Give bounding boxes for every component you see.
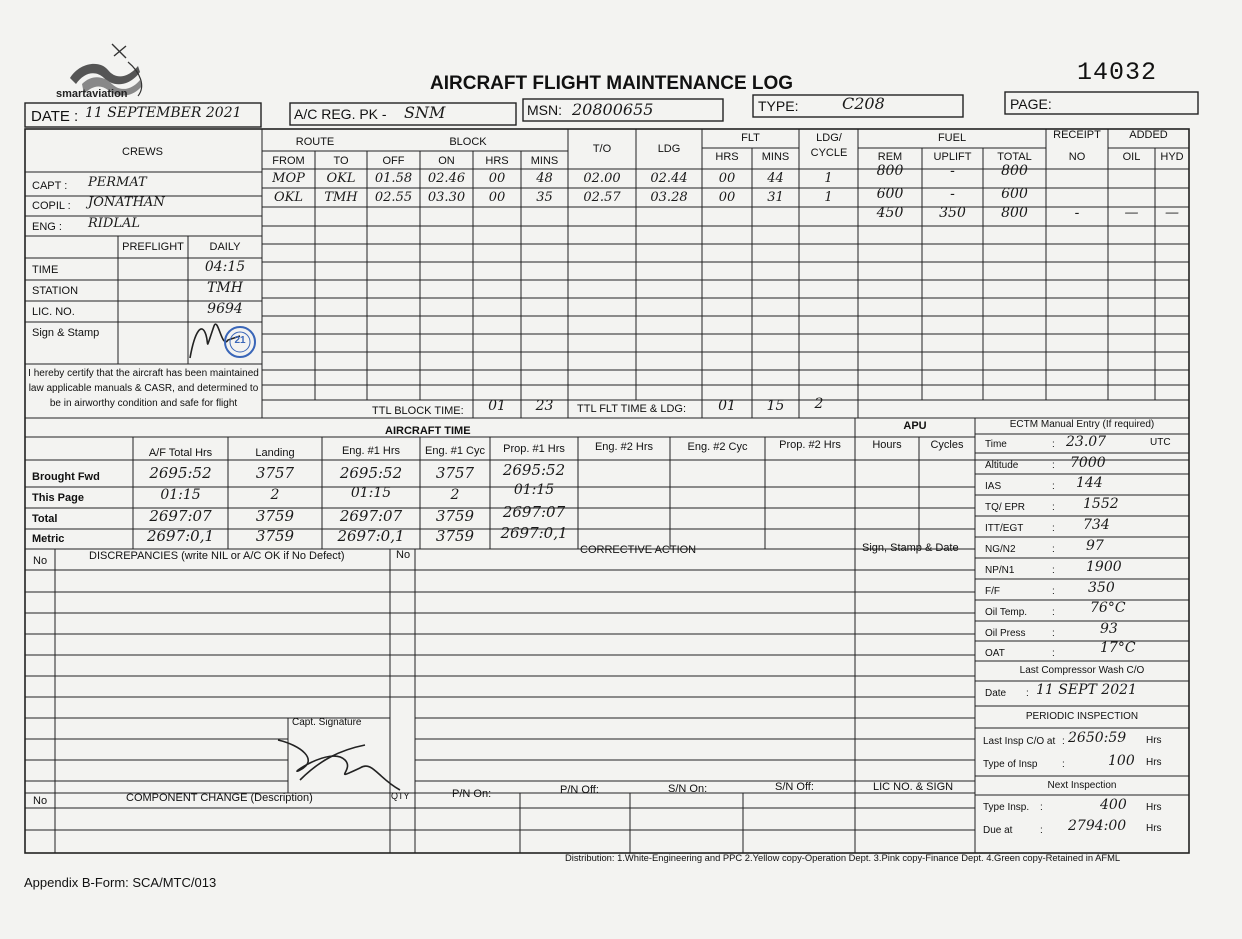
apu-hours-header: Hours (872, 439, 902, 451)
eng1-hrs-value[interactable]: 01:15 (350, 485, 392, 501)
block-mins-header: MINS (530, 155, 559, 167)
ttl-flt-hrs[interactable]: 01 (718, 398, 736, 414)
route-header: ROUTE (295, 136, 335, 148)
eng-label: ENG : (32, 221, 62, 233)
colon: : (1052, 460, 1055, 471)
pn-on-header: P/N On: (452, 788, 492, 800)
eng-name[interactable]: RIDLAL (88, 216, 140, 231)
ectm-label: TQ/ EPR (985, 502, 1026, 513)
flight-to[interactable]: TMH (324, 190, 358, 205)
component-change-header: COMPONENT CHANGE (Description) (126, 792, 313, 804)
daily-station[interactable]: TMH (207, 280, 243, 296)
to-header: TO (333, 155, 349, 167)
flight-flt-mins[interactable]: 44 (767, 171, 784, 186)
total-header: TOTAL (997, 151, 1032, 163)
flt-hrs-header: HRS (715, 151, 739, 163)
colon: : (1052, 648, 1055, 659)
colon: : (1040, 825, 1043, 836)
prop1-hrs-value[interactable]: 01:15 (513, 482, 555, 498)
ectm-value[interactable]: 1552 (1083, 496, 1119, 512)
prop2-hrs-header: Prop. #2 Hrs (779, 439, 841, 451)
added-oil[interactable]: — (1124, 205, 1139, 221)
pn-off-header: P/N Off: (560, 784, 599, 796)
receipt-no-header: NO (1068, 151, 1086, 163)
flight-on[interactable]: 02.46 (427, 171, 466, 186)
fuel-uplift[interactable]: - (950, 186, 955, 202)
af-total-value[interactable]: 01:15 (160, 487, 201, 503)
eng1-hrs-header: Eng. #1 Hrs (341, 445, 401, 457)
colon: : (1052, 502, 1055, 513)
last-insp-label: Last Insp C/O at (983, 736, 1056, 747)
flight-cycle[interactable]: 1 (824, 190, 833, 205)
wash-date[interactable]: 11 SEPT 2021 (1036, 682, 1137, 698)
ectm-label: Oil Press (985, 628, 1026, 639)
due-label: Due at (983, 825, 1013, 836)
flight-flt-hrs[interactable]: 00 (718, 190, 736, 205)
compressor-wash-title: Last Compressor Wash C/O (1019, 665, 1145, 676)
colon: : (1052, 439, 1055, 450)
page-label: PAGE: (1010, 96, 1052, 112)
flight-flt-mins[interactable]: 31 (767, 190, 784, 205)
station-label: STATION (32, 285, 79, 297)
brand-name: smartaviation (56, 88, 128, 100)
fuel-rem[interactable]: 450 (876, 205, 904, 221)
aircraft-time-title: AIRCRAFT TIME (385, 425, 471, 437)
row-label: Brought Fwd (32, 471, 100, 483)
due-value[interactable]: 2794:00 (1068, 818, 1127, 834)
ectm-title: ECTM Manual Entry (If required) (1009, 419, 1155, 430)
landing-value[interactable]: 3759 (255, 507, 295, 525)
qty-header: QTY (391, 791, 410, 801)
ectm-value[interactable]: 97 (1086, 538, 1104, 554)
oil-header: OIL (1122, 151, 1141, 163)
block-hrs-header: HRS (485, 155, 509, 167)
apu-cycles-header: Cycles (930, 439, 964, 451)
fuel-rem[interactable]: 600 (876, 186, 904, 202)
form-number: 14032 (1077, 58, 1158, 87)
ectm-label: Oil Temp. (985, 607, 1028, 618)
eng2-hrs-header: Eng. #2 Hrs (594, 441, 654, 453)
ldg-cycle-header: LDG/ CYCLE (810, 132, 848, 159)
flight-from[interactable]: OKL (273, 190, 303, 205)
colon: : (1062, 759, 1065, 770)
af-total-value[interactable]: 2697:07 (149, 507, 212, 525)
rem-header: REM (877, 151, 903, 163)
next-inspection-title: Next Inspection (1047, 780, 1117, 791)
date-label: DATE : (31, 108, 79, 125)
fuel-rem[interactable]: 800 (876, 163, 904, 179)
last-insp-hrs: Hrs (1146, 735, 1162, 746)
flight-landing[interactable]: 02.44 (650, 171, 688, 186)
ectm-value[interactable]: 734 (1083, 517, 1110, 533)
af-total-value[interactable]: 2697:0,1 (146, 527, 215, 545)
lic-sign-header: LIC NO. & SIGN (873, 781, 954, 793)
prop1-hrs-value[interactable]: 2697:07 (502, 503, 566, 521)
landing-value[interactable]: 3759 (255, 527, 295, 545)
appendix-label: Appendix B-Form: SCA/MTC/013 (24, 875, 217, 890)
receipt-header: RECEIPT (1053, 129, 1101, 141)
ectm-value[interactable]: 23.07 (1066, 434, 1107, 450)
af-total-value[interactable]: 2695:52 (149, 464, 212, 482)
flight-takeoff[interactable]: 02.57 (583, 190, 621, 205)
flt-header: FLT (741, 132, 760, 144)
eng1-cyc-value[interactable]: 3757 (435, 464, 475, 482)
flt-mins-header: MINS (761, 151, 790, 163)
copil-name[interactable]: JONATHAN (88, 195, 165, 210)
flight-block-hrs[interactable]: 00 (488, 190, 506, 205)
stamp-number: 21 (234, 335, 246, 346)
colon: : (1052, 481, 1055, 492)
type-insp-label: Type of Insp (983, 759, 1038, 770)
eng1-cyc-value[interactable]: 3759 (435, 527, 475, 545)
colon: : (1052, 523, 1055, 534)
fuel-header: FUEL (937, 132, 967, 144)
ectm-value[interactable]: 7000 (1070, 455, 1106, 471)
ectm-label: IAS (985, 481, 1002, 492)
ectm-label: F/F (985, 586, 1000, 597)
flight-to[interactable]: OKL (326, 171, 356, 186)
ectm-label: OAT (985, 648, 1005, 659)
flight-block-hrs[interactable]: 00 (488, 171, 506, 186)
ttl-ldg[interactable]: 2 (814, 396, 824, 412)
capt-label: CAPT : (32, 180, 68, 192)
landing-header: Landing (255, 447, 295, 459)
ectm-label: Time (985, 439, 1007, 450)
next-type-value[interactable]: 400 (1100, 797, 1127, 813)
flight-takeoff[interactable]: 02.00 (583, 171, 621, 186)
eng1-cyc-value[interactable]: 2 (450, 487, 460, 503)
off-header: OFF (382, 155, 405, 167)
ectm-value[interactable]: 1900 (1086, 559, 1122, 575)
added-hyd[interactable]: — (1165, 205, 1179, 221)
reg-label: A/C REG. PK - (294, 106, 387, 122)
eng1-cyc-value[interactable]: 3759 (435, 507, 475, 525)
eng1-hrs-value[interactable]: 2695:52 (339, 464, 403, 482)
ectm-value[interactable]: 76°C (1090, 600, 1126, 616)
on-header: ON (438, 155, 455, 167)
corr-no-header: No (396, 549, 411, 561)
landing-value[interactable]: 3757 (255, 464, 295, 482)
colon: : (1052, 565, 1055, 576)
daily-time[interactable]: 04:15 (204, 259, 246, 275)
type-value[interactable]: C208 (842, 94, 885, 113)
ectm-label: NP/N1 (985, 565, 1015, 576)
fuel-total[interactable]: 800 (1001, 163, 1028, 179)
wash-date-label: Date (985, 688, 1007, 699)
flight-cycle[interactable]: 1 (824, 171, 833, 186)
ectm-value[interactable]: 17°C (1100, 640, 1136, 656)
colon: : (1052, 607, 1055, 618)
ttl-block-label: TTL BLOCK TIME: (372, 405, 464, 417)
copil-label: COPIL : (32, 200, 71, 212)
prop1-hrs-value[interactable]: 2695:52 (502, 461, 566, 479)
flight-block-mins[interactable]: 48 (536, 171, 553, 186)
type-label: TYPE: (758, 98, 799, 114)
colon: : (1052, 586, 1055, 597)
eng1-hrs-value[interactable]: 2697:07 (339, 507, 403, 525)
added-header: ADDED (1129, 129, 1168, 141)
daily-header: DAILY (209, 241, 241, 253)
capt-name[interactable]: PERMAT (88, 175, 147, 190)
type-insp-hrs: Hrs (1146, 757, 1162, 768)
due-hrs: Hrs (1146, 823, 1162, 834)
ectm-label: Altitude (985, 460, 1019, 471)
flight-block-mins[interactable]: 35 (536, 190, 553, 205)
takeoff-header: T/O (592, 143, 612, 155)
ectm-value[interactable]: 93 (1100, 621, 1118, 637)
crews-header: CREWS (122, 146, 163, 158)
type-insp-value[interactable]: 100 (1108, 753, 1135, 769)
msn-label: MSN: (527, 102, 562, 118)
eng1-hrs-value[interactable]: 2697:0,1 (337, 527, 405, 545)
from-header: FROM (272, 155, 305, 167)
ttl-flt-mins[interactable]: 15 (766, 398, 785, 414)
time-label: TIME (32, 264, 59, 276)
fuel-uplift[interactable]: 350 (939, 205, 966, 221)
colon: : (1062, 736, 1065, 747)
row-label: Metric (32, 533, 65, 545)
periodic-title: PERIODIC INSPECTION (1025, 711, 1139, 722)
fuel-receipt[interactable]: - (1074, 205, 1080, 221)
colon: : (1026, 688, 1029, 699)
corrective-action-header: CORRECTIVE ACTION (580, 544, 697, 556)
prop1-hrs-header: Prop. #1 Hrs (503, 443, 565, 455)
ttl-block-mins[interactable]: 23 (535, 398, 554, 414)
ttl-block-hrs[interactable]: 01 (488, 398, 506, 414)
af-total-header: A/F Total Hrs (148, 447, 213, 459)
eng2-cyc-header: Eng. #2 Cyc (687, 441, 748, 453)
fuel-total[interactable]: 600 (1001, 186, 1028, 202)
flight-off[interactable]: 02.55 (374, 190, 413, 205)
date-value[interactable]: 11 SEPTEMBER 2021 (85, 105, 242, 121)
row-label: Total (32, 513, 58, 525)
colon: : (1040, 802, 1043, 813)
preflight-header: PREFLIGHT (122, 241, 184, 253)
page-title: AIRCRAFT FLIGHT MAINTENANCE LOG (430, 73, 794, 94)
flight-off[interactable]: 01.58 (374, 171, 413, 186)
sign-stamp-date-header: Sign, Stamp & Date (862, 542, 959, 554)
sign-stamp-label: Sign & Stamp (32, 327, 100, 339)
landing-value[interactable]: 2 (270, 487, 280, 503)
ldg-header: LDG (657, 143, 681, 155)
colon: : (1052, 628, 1055, 639)
reg-value[interactable]: SNM (404, 103, 446, 122)
next-type-hrs: Hrs (1146, 802, 1162, 813)
ectm-value[interactable]: 350 (1088, 580, 1115, 596)
sn-on-header: S/N On: (668, 783, 708, 795)
fuel-total[interactable]: 800 (1001, 205, 1028, 221)
capt-signature-label: Capt. Signature (292, 717, 362, 728)
ttl-flt-label: TTL FLT TIME & LDG: (577, 403, 687, 415)
eng1-cyc-header: Eng. #1 Cyc (425, 445, 485, 457)
row-label: This Page (32, 492, 84, 504)
last-insp-value[interactable]: 2650:59 (1068, 730, 1127, 746)
ectm-label: ITT/EGT (985, 523, 1024, 534)
flight-from[interactable]: MOP (272, 171, 305, 186)
comp-no-header: No (33, 795, 48, 807)
ectm-label: NG/N2 (985, 544, 1016, 555)
apu-title: APU (903, 420, 927, 432)
hyd-header: HYD (1160, 151, 1184, 163)
fuel-uplift[interactable]: - (950, 163, 955, 179)
flight-on[interactable]: 03.30 (427, 190, 466, 205)
disc-no-header: No (33, 555, 48, 567)
ectm-unit: UTC (1150, 437, 1171, 448)
sn-off-header: S/N Off: (775, 781, 814, 793)
prop1-hrs-value[interactable]: 2697:0,1 (500, 524, 568, 542)
block-header: BLOCK (449, 136, 487, 148)
colon: : (1052, 544, 1055, 555)
ectm-value[interactable]: 144 (1076, 475, 1103, 491)
daily-lic[interactable]: 9694 (207, 301, 243, 317)
certify-text: I hereby certify that the aircraft has been maintained law applicable manuals & CASR, and determined to be in airworthy condition and safe for flight (28, 368, 259, 409)
next-type-label: Type Insp. (983, 802, 1030, 813)
distribution-note: Distribution: 1.White-Engineering and PPC 2.Yellow copy-Operation Dept. 3.Pink copy-Finance Dept. 4.Green copy-Retained in AFML (565, 852, 1121, 863)
flight-flt-hrs[interactable]: 00 (718, 171, 736, 186)
flight-landing[interactable]: 03.28 (650, 190, 688, 205)
lic-label: LIC. NO. (32, 306, 75, 318)
uplift-header: UPLIFT (933, 151, 972, 163)
discrepancies-header: DISCREPANCIES (write NIL or A/C OK if No Defect) (89, 550, 345, 562)
msn-value[interactable]: 20800655 (572, 100, 654, 119)
